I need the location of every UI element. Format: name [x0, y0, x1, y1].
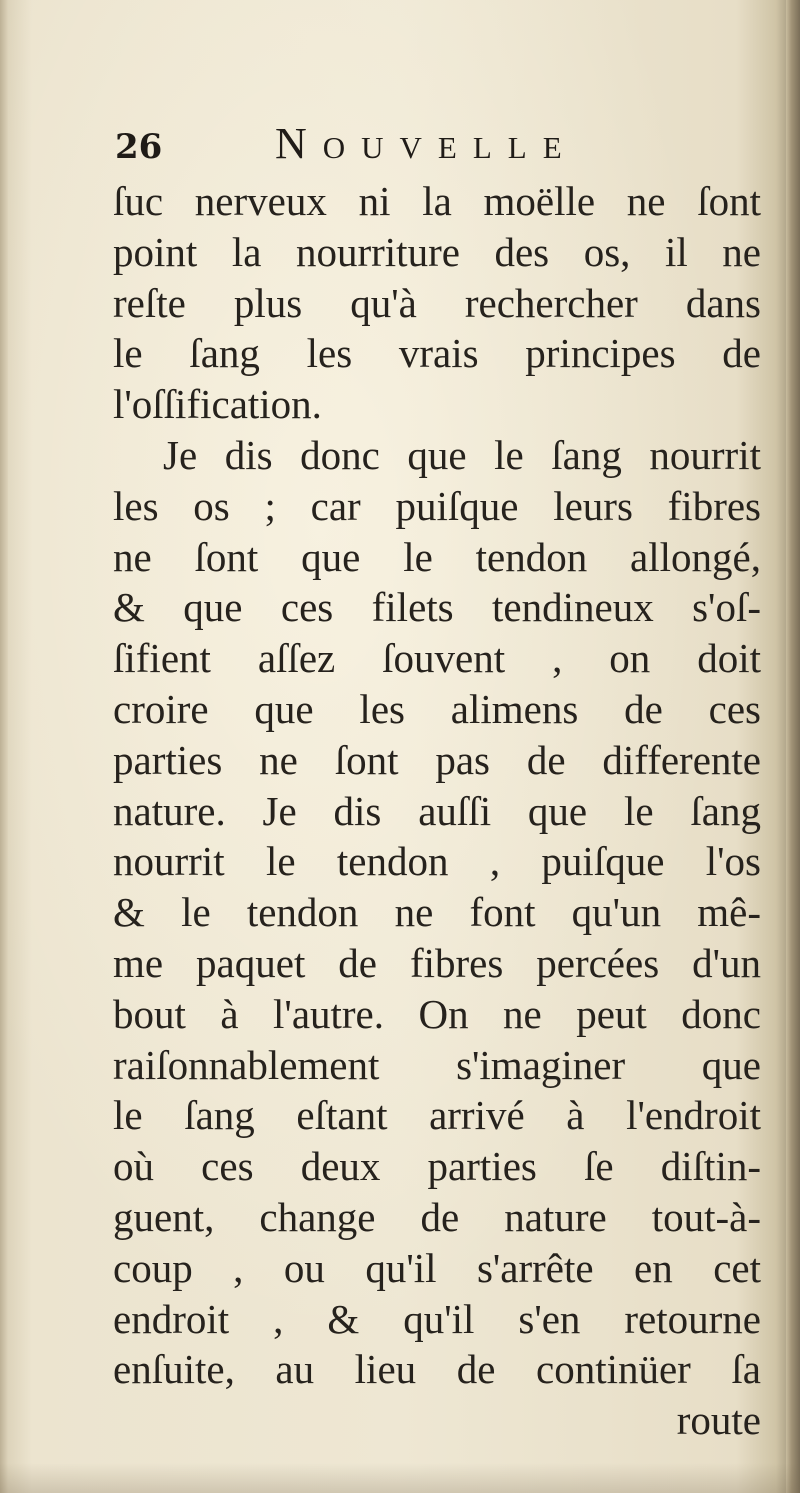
text-line: & que ces filets tendineux s'oſ-	[113, 584, 761, 631]
catchword: route	[676, 1397, 761, 1444]
text-line: l'oſſification.	[113, 381, 322, 428]
text-line: & le tendon ne font qu'un mê-	[113, 889, 761, 936]
text-line: ſuc nerveux ni la moëlle ne ſont	[113, 178, 761, 224]
text-line: ſifient aſſez ſouvent , on doit	[113, 635, 761, 682]
text-line: où ces deux parties ſe diſtin-	[113, 1143, 761, 1190]
text-line: guent, change de nature tout-à-	[113, 1193, 761, 1240]
text-line: nourrit le tendon , puiſque l'os	[113, 838, 761, 885]
text-line: croire que les alimens de ces	[113, 685, 761, 732]
text-line: coup , ou qu'il s'arrête en cet	[113, 1244, 761, 1291]
text-line: les os ; car puiſque leurs fibres	[113, 482, 761, 529]
text-line: me paquet de fibres percées d'un	[113, 939, 761, 986]
page-number: 26	[115, 127, 163, 167]
text-line: reſte plus qu'à rechercher dans	[113, 279, 761, 326]
page-left-edge	[0, 0, 8, 1493]
page-bottom-shade	[0, 1463, 800, 1493]
text-line: le ſang eſtant arrivé à l'endroit	[113, 1092, 761, 1139]
text-line: parties ne ſont pas de differente	[113, 736, 761, 783]
text-line: raiſonnablement s'imaginer que	[113, 1041, 761, 1088]
text-block	[113, 118, 761, 1445]
text-line: le ſang les vrais principes de	[113, 330, 761, 377]
text-line: nature. Je dis auſſi que le ſang	[113, 787, 761, 834]
running-head: Nouvelle	[275, 119, 578, 168]
text-line: ne ſont que le tendon allongé,	[113, 533, 761, 580]
text-line: Je dis donc que le ſang nourrit	[163, 431, 761, 478]
page-right-edge	[786, 0, 800, 1493]
page-header	[113, 118, 761, 178]
text-line: bout à l'autre. On ne peut donc	[113, 990, 761, 1037]
text-line: point la nourriture des os, il ne	[113, 228, 761, 275]
text-line: endroit , & qu'il s'en retourne	[113, 1295, 761, 1342]
text-line: enſuite, au lieu de continüer ſa	[113, 1346, 761, 1393]
